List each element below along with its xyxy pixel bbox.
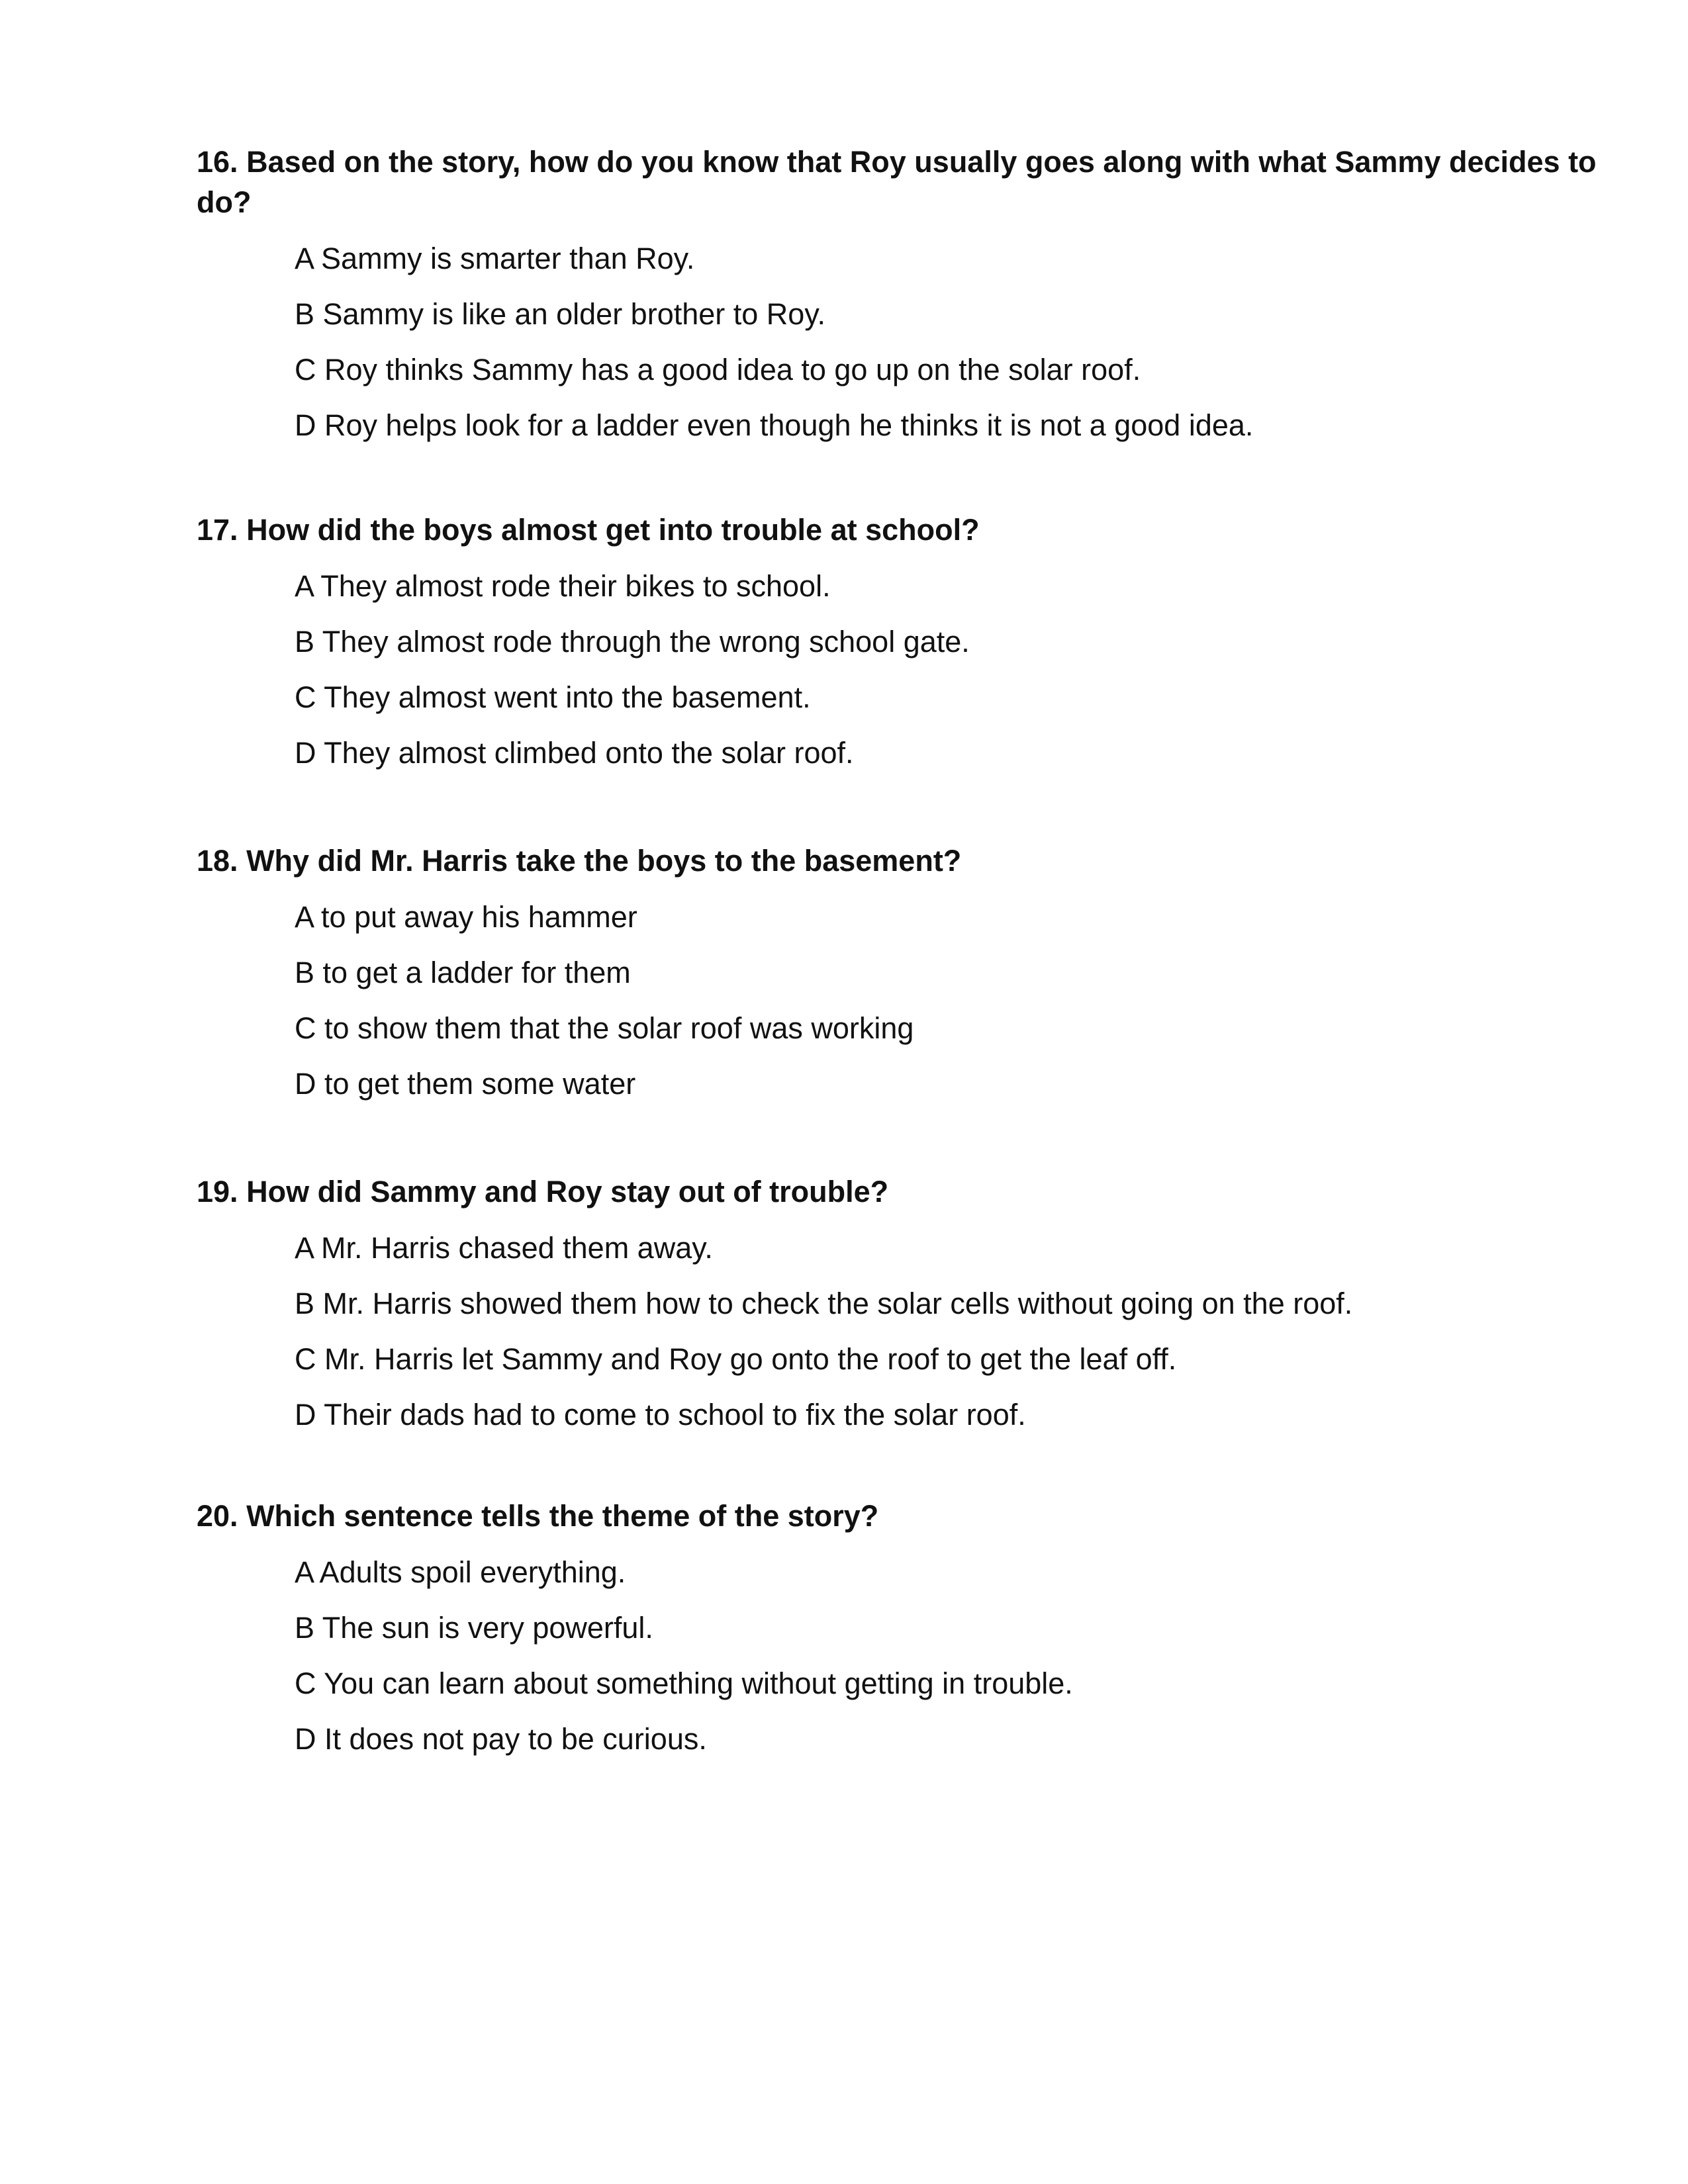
answer-option-c: C to show them that the solar roof was working [295,1011,914,1045]
question-17-prompt [197,510,1600,550]
question-text: How did the boys almost get into trouble at school? [246,513,980,547]
answer-option-d: D They almost climbed onto the solar roof. [295,736,854,770]
question-text: Why did Mr. Harris take the boys to the basement? [246,844,962,878]
answer-option-c: C They almost went into the basement. [295,680,811,714]
answer-options [197,1545,1600,1767]
answer-option-b: B They almost rode through the wrong school gate. [295,625,970,659]
question-20 [197,1496,1600,1767]
question-18-prompt [197,841,1600,881]
answer-option-b: B Mr. Harris showed them how to check the solar cells without going on the roof. [295,1287,1353,1320]
answer-option-b: B to get a ladder for them [295,956,631,989]
question-20-prompt [197,1496,1600,1536]
question-number: 18. [197,844,238,878]
answer-option-d: D Roy helps look for a ladder even though he thinks it is not a good idea. [295,408,1254,442]
answer-option-a: A Adults spoil everything. [295,1555,626,1589]
answer-option-a: A They almost rode their bikes to school. [295,569,831,603]
answer-option-c: C Mr. Harris let Sammy and Roy go onto the roof to get the leaf off. [295,1342,1177,1376]
question-text: Based on the story, how do you know that Roy usually goes along with what Sammy decides to do? [197,145,1597,219]
answer-option-d: D It does not pay to be curious. [295,1722,707,1756]
answer-option-d: D Their dads had to come to school to fix the solar roof. [295,1398,1026,1432]
answer-options [197,889,1600,1112]
question-17 [197,510,1600,781]
answer-options [197,559,1600,781]
answer-option-c: C You can learn about something without getting in trouble. [295,1666,1073,1700]
answer-option-a: A to put away his hammer [295,900,637,934]
question-16 [197,142,1600,453]
answer-option-b: B The sun is very powerful. [295,1611,653,1645]
answer-option-a: A Mr. Harris chased them away. [295,1231,713,1265]
question-19 [197,1171,1600,1443]
answer-options [197,231,1600,453]
question-number: 16. [197,145,238,179]
question-number: 17. [197,513,238,547]
question-18 [197,841,1600,1112]
answer-option-c: C Roy thinks Sammy has a good idea to go up on the solar roof. [295,353,1141,387]
question-text: How did Sammy and Roy stay out of trouble? [246,1175,889,1208]
answer-option-a: A Sammy is smarter than Roy. [295,242,695,275]
answer-option-d: D to get them some water [295,1067,636,1101]
question-text: Which sentence tells the theme of the story? [246,1499,879,1533]
question-19-prompt [197,1171,1600,1212]
answer-options [197,1220,1600,1443]
question-number: 20. [197,1499,238,1533]
answer-option-b: B Sammy is like an older brother to Roy. [295,297,825,331]
question-number: 19. [197,1175,238,1208]
question-16-prompt [197,142,1600,222]
